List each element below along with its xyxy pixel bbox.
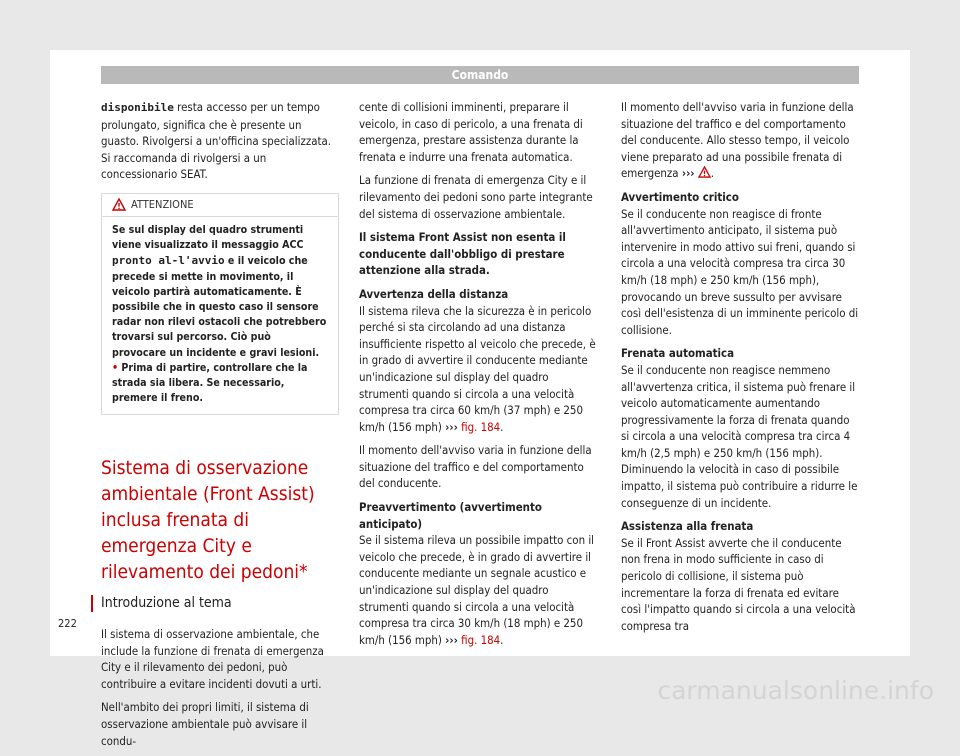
- intro-paragraph: [101, 99, 339, 183]
- warning-paragraph-1: [112, 223, 328, 361]
- subheading-brake-assist: Assistenza alla frenata: [621, 519, 754, 534]
- paragraph: Il momento dell'avviso varia in funzione della situazione del traffico e del comportamento del conducente.: [359, 443, 592, 491]
- warning-box: [101, 193, 339, 415]
- subheading-distance-warning: Avvertenza della distanza: [359, 286, 509, 301]
- warning-display-message: pronto al-l'avvio: [112, 254, 225, 268]
- display-message: disponibile: [101, 101, 174, 114]
- text: .: [500, 419, 504, 434]
- watermark: carmanualsonline.info: [657, 676, 934, 705]
- warning-triangle-icon: [112, 198, 126, 211]
- paragraph: La funzione di frenata di emergenza City e il rilevamento dei pedoni sono parte integrante del sistema di osservazione ambientale.: [359, 173, 593, 221]
- paragraph: Se il conducente non reagisce di fronte all'avvertimento anticipato, il sistema può intervenire in modo attivo sui freni, quando si circola a una velocità compresa tra circa 30 km/h (18 mph) e 250 km/h (156 mph), provocando un breve sussulto per avvisare così dell'esistenza di un imminente pericolo di collisione.: [621, 206, 859, 337]
- warning-header: [102, 194, 338, 217]
- paragraph: cente di collisioni imminenti, preparare il veicolo, in caso di pericolo, a una frenata di emergenza, prestare assistenza durante la frenata e indurre una frenata automatica.: [359, 100, 583, 164]
- warning-bullet-text: Prima di partire, controllare che la strada sia libera. Se necessario, premere il freno.: [112, 361, 308, 405]
- section-subtitle: Introduzione al tema: [101, 595, 232, 612]
- paragraph: Il sistema di osservazione ambientale, che include la funzione di frenata di emergenza City e il rilevamento dei pedoni, può contribuire a evitare incidenti dovuti a urti.: [101, 627, 324, 691]
- subtitle-block: [91, 595, 339, 612]
- figure-link[interactable]: fig. 184: [461, 419, 501, 434]
- arrows-icon: ›››: [445, 419, 458, 434]
- warning-text-a: Se sul display del quadro strumenti viene visualizzato il messaggio ACC: [112, 223, 304, 252]
- page-number: 222: [58, 617, 77, 630]
- subheading-critical-warning: Avvertimento critico: [621, 189, 739, 204]
- column-3: [621, 99, 859, 641]
- text: Se il sistema rileva un possibile impatto con il veicolo che precede, è in grado di avvertire il conducente mediante un segnale acustico e un'indicazione sul display del quadro strumenti quando si circola a una velocità compresa tra circa 30 km/h (18 mph) e 250 km/h (156 mph): [359, 533, 595, 647]
- subheading-automatic-braking: Frenata automatica: [621, 346, 735, 361]
- text: .: [500, 632, 504, 647]
- intro-text: resta accesso per un tempo prolungato, significa che è presente un guasto. Rivolgersi a un'officina specializzata. Si raccomanda di rivolgersi a un concessionario SEAT.: [101, 100, 332, 182]
- warning-triangle-icon: [698, 166, 711, 178]
- paragraph: Se il conducente non reagisce nemmeno all'avvertenza critica, il sistema può frenare il veicolo automaticamente aumentando progressivamente la forza di frenata quando si circola a una velocità compresa tra circa 4 km/h (2,5 mph) e 250 km/h (156 mph). Diminuendo la velocità in caso di possibile impatto, il sistema può contribuire a ridurre le conseguenze di un incidente.: [621, 362, 858, 510]
- arrows-icon: ›››: [681, 166, 695, 181]
- figure-link[interactable]: fig. 184: [461, 632, 501, 647]
- text: Il sistema rileva che la sicurezza è in pericolo perché si sta circolando ad una distanza insufficiente rispetto al veicolo che precede, è in grado di avvertire il conducente mediante un'indicazione sul display del quadro strumenti quando si circola a una velocità compresa tra circa 60 km/h (37 mph) e 250 km/h (156 mph): [359, 303, 596, 434]
- paragraph: [359, 532, 597, 648]
- paragraph: Se il Front Assist avverte che il conducente non frena in modo sufficiente in caso di pericolo di collisione, il sistema può incrementare la forza di frenata ed evitare così l'impatto quando si circola a una velocità compresa tra: [621, 535, 856, 633]
- bullet-icon: •: [112, 361, 119, 374]
- warning-paragraph-2: [112, 361, 328, 407]
- warning-text-b: e il veicolo che precede si mette in movimento, il veicolo partirà automaticamente. È possibile che in questo caso il sensore radar non rilevi ostacoli che potrebbero trovarsi sul percorso. Ciò può provocare un incidente e gravi lesioni.: [112, 255, 327, 359]
- arrows-icon: ›››: [445, 632, 458, 647]
- column-2: [359, 99, 597, 655]
- section-title: Sistema di osservazione ambientale (Front Assist) inclusa frenata di emergenza City e rilevamento dei pedoni*: [101, 457, 315, 584]
- paragraph: [621, 99, 859, 182]
- bold-notice: Il sistema Front Assist non esenta il conducente dall'obbligo di prestare attenzione alla strada.: [359, 230, 566, 278]
- paragraph: Nell'ambito dei propri limiti, il sistema di osservazione ambientale può avvisare il condu-: [101, 700, 309, 748]
- text: Il momento dell'avviso varia in funzione della situazione del traffico e del comportamento del conducente. Allo stesso tempo, il veicolo viene preparato ad una possibile frenata di emergenza: [621, 100, 854, 181]
- warning-label: ATTENZIONE: [131, 197, 194, 211]
- text: .: [710, 166, 715, 181]
- page-header: Comando: [101, 66, 859, 84]
- paragraph: [359, 303, 597, 436]
- warning-body: [102, 217, 338, 414]
- subheading-prewarning: Preavvertimento (avvertimento anticipato): [359, 500, 542, 531]
- column-1: [101, 99, 339, 756]
